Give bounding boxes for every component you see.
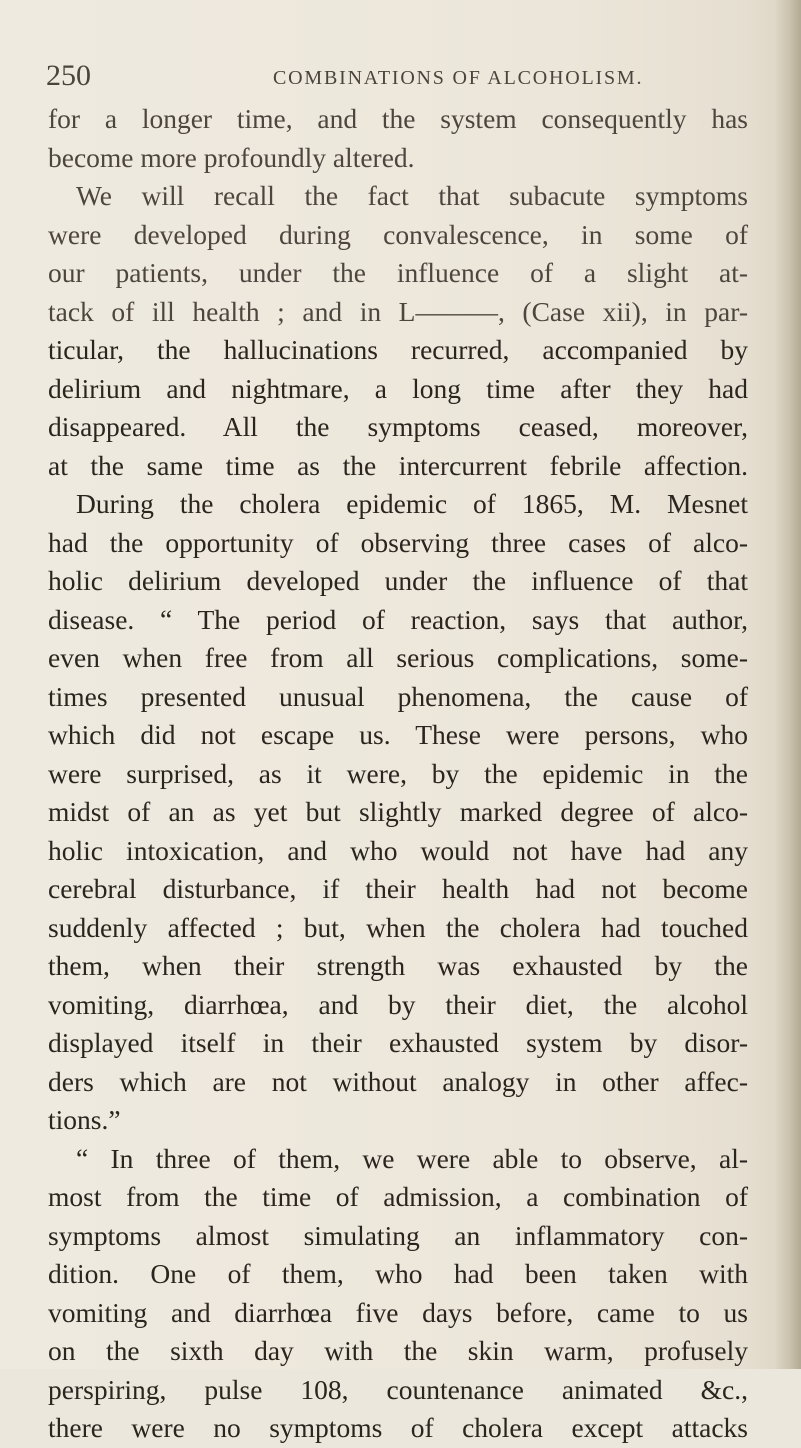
text-line: holic delirium developed under the influence of that <box>48 565 748 596</box>
text-line: “ In three of them, we were able to observe, al- <box>76 1142 748 1174</box>
text-line: our patients, under the influence of a slight at- <box>48 257 748 288</box>
text-line: vomiting and diarrhœa five days before, came to us <box>48 1296 748 1328</box>
page-number: 250 <box>46 59 91 92</box>
text-line: which did not escape us. These were persons, who <box>48 719 748 750</box>
text-line: there were no symptoms of cholera except attacks <box>48 1412 748 1443</box>
text-line: holic intoxication, and who would not have had any <box>48 834 748 866</box>
text-line: midst of an as yet but slightly marked degree of alco- <box>48 796 748 827</box>
text-line: During the cholera epidemic of 1865, M. Mesnet <box>76 488 748 519</box>
text-line: for a longer time, and the system consequently has <box>48 103 748 134</box>
text-line: suddenly affected ; but, when the cholera had touched <box>48 911 748 943</box>
text-line: even when free from all serious complications, some- <box>48 642 748 673</box>
text-line: on the sixth day with the skin warm, profusely <box>48 1335 748 1366</box>
text-line: at the same time as the intercurrent febrile affection. <box>48 449 748 481</box>
text-line: perspiring, pulse 108, countenance animated &c., <box>48 1373 748 1405</box>
body-text <box>48 100 748 1448</box>
running-title: COMBINATIONS OF ALCOHOLISM. <box>273 67 644 89</box>
text-line: most from the time of admission, a combination of <box>48 1181 748 1212</box>
text-line: were developed during convalescence, in some of <box>48 218 748 250</box>
text-line: symptoms almost simulating an inflammatory con- <box>48 1219 748 1251</box>
text-line: become more profoundly altered. <box>48 141 415 173</box>
text-line: ticular, the hallucinations recurred, accompanied by <box>48 334 748 365</box>
page-edge-shadow <box>775 0 801 1369</box>
text-line: were surprised, as it were, by the epidemic in the <box>48 757 748 789</box>
text-line: displayed itself in their exhausted system by disor- <box>48 1027 748 1058</box>
text-line: times presented unusual phenomena, the cause of <box>48 680 748 712</box>
text-line: We will recall the fact that subacute symptoms <box>76 180 748 211</box>
text-line: dition. One of them, who had been taken with <box>48 1258 748 1289</box>
text-line: tions.” <box>48 1104 121 1135</box>
text-line: disappeared. All the symptoms ceased, moreover, <box>48 411 748 442</box>
text-line: ders which are not without analogy in other affec- <box>48 1065 748 1097</box>
text-line: had the opportunity of observing three cases of alco- <box>48 526 748 558</box>
text-line: disease. “ The period of reaction, says that author, <box>48 603 748 635</box>
running-head <box>46 56 746 96</box>
text-line: tack of ill health ; and in L———, (Case xii), in par- <box>48 295 748 327</box>
text-line: vomiting, diarrhœa, and by their diet, the alcohol <box>48 988 748 1020</box>
text-line: delirium and nightmare, a long time after they had <box>48 372 748 404</box>
text-line: them, when their strength was exhausted by the <box>48 950 748 981</box>
text-line: cerebral disturbance, if their health had not become <box>48 873 748 904</box>
